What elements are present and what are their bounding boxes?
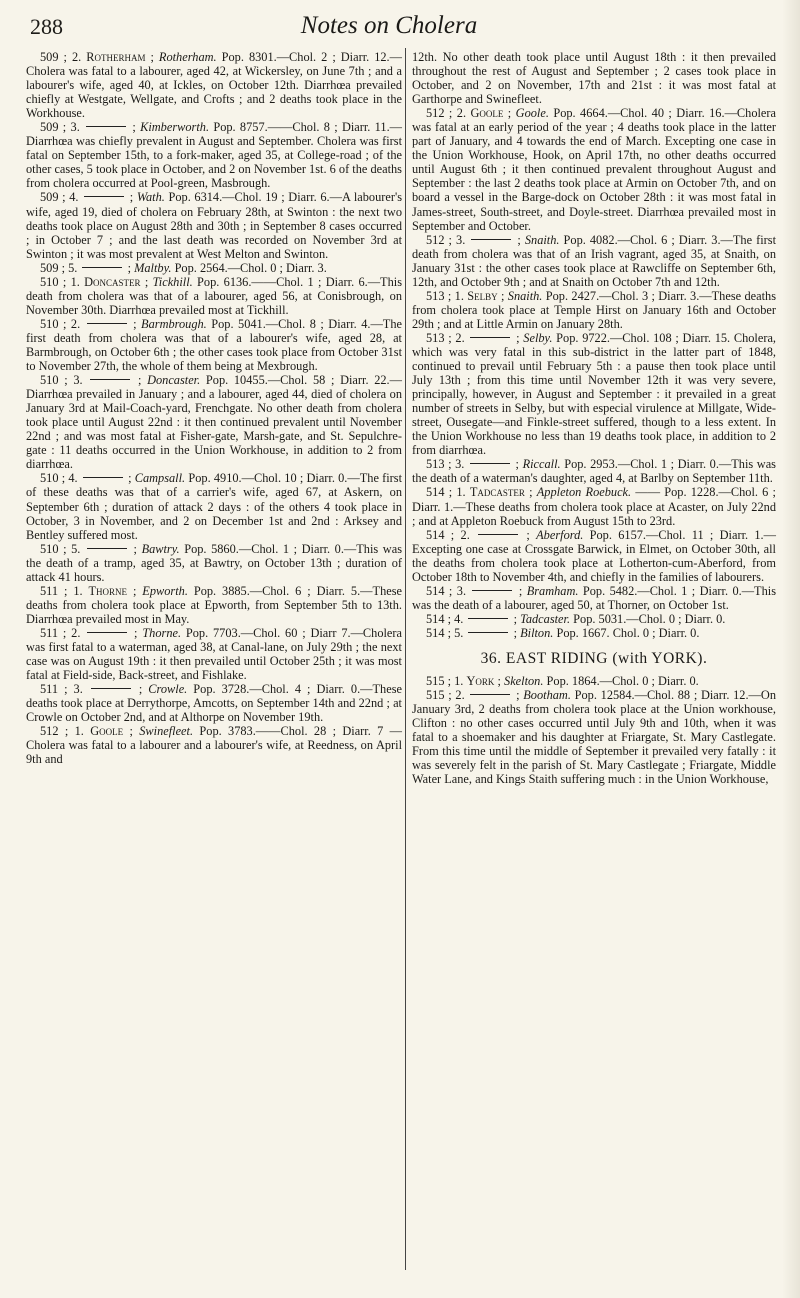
register-entry: 510 ; 2. ; Barmbrough. Pop. 5041.—Chol. 8 ; Diarr. 4.—The first death from cholera was that of a labourer's wife, aged 28, at Barmbrough, on October 6th ; the other cases took place from October 31st to November 27th, the whole of them being at Mexbrough. xyxy=(26,316,402,374)
entry-sub-district: Barmbrough. xyxy=(141,316,207,331)
entry-text: Pop. 5860.—Chol. 1 ; Diarr. 0.—This was the death of a tramp, aged 35, at Bawtry, on October 13th ; duration of attack 41 hours. xyxy=(26,541,402,584)
entry-sub-number: 5. xyxy=(71,541,81,556)
entry-sub-district: Tadcaster. xyxy=(520,611,571,626)
page-number: 288 xyxy=(30,14,63,39)
entry-sub-number: 5. xyxy=(68,260,78,275)
entry-sub-number: 1. xyxy=(74,724,84,739)
entry-sub-number: 3. xyxy=(73,373,83,388)
entry-text: Pop. 2953.—Chol. 1 ; Diarr. 0.—This was the death of a waterman's daughter, aged 4, at Barlby on September 11th. xyxy=(412,457,776,486)
ditto-dash xyxy=(87,323,127,324)
entry-number: 509 xyxy=(40,120,59,135)
entry-sub-district: Campsall. xyxy=(134,471,186,486)
entry-sub-district: Snaith. xyxy=(524,232,560,247)
entry-text: Pop. 4082.—Chol. 6 ; Diarr. 3.—The first death from cholera was that of an Irish vagrant, aged 35, at Snaith, on January 31st : the other cases took place at Rawcliffe on September 6th, 12th, and October 9th ; and at Snaith on October 7th and 12th. xyxy=(412,232,777,289)
entry-district-name: Rotherham xyxy=(86,50,146,64)
entry-sub-district: Epworth. xyxy=(142,583,188,598)
entry-number: 510 xyxy=(40,316,59,331)
ditto-dash xyxy=(87,548,127,549)
section-heading: 36. EAST RIDING (with YORK). xyxy=(480,649,708,667)
entry-number: 511 xyxy=(40,682,59,697)
entry-sub-district: Swinefleet. xyxy=(139,724,194,739)
entry-number: 514 xyxy=(426,611,445,626)
entry-sub-number: 2. xyxy=(460,527,470,542)
entry-district-name: Goole xyxy=(90,724,124,739)
register-entry: 511 ; 3. ; Crowle. Pop. 3728.—Chol. 4 ; Diarr. 0.—These deaths took place at Derrythorpe, Amcotts, on September 14th and 22nd ; at Crowle on October 2nd, and at Althorpe on November 19th. xyxy=(26,682,402,725)
register-entry: 510 ; 3. ; Doncaster. Pop. 10455.—Chol. 58 ; Diarr. 22.—Diarrhœa prevailed in January ; and a labourer, aged 44, died of cholera on January 3rd at Mail-Coach-yard, Frenchgate. No other death from cholera took place until August 22nd : it then continued prevalent until November 22nd ; and was most fatal at Fisher-gate, Marsh-gate, and St. Sepulchre-gate : 11 deaths occurred in the Union Workhouse, in addition to 2 from diarrhœa. xyxy=(26,373,402,472)
entry-text: Pop. 6314.—Chol. 19 ; Diarr. 6.—A labourer's wife, aged 19, died of cholera on February 28th, at Swinton : the next two deaths took place on August 28th and 30th ; in September 8 cases occurred ; in October 7 ; and the last death was recorded on November 3rd at Swinton ; it was most prevalent at West Melton and Swinton. xyxy=(26,190,402,261)
entry-sub-number: 4. xyxy=(68,471,78,486)
entry-number: 514 xyxy=(426,485,445,500)
entry-sub-district: Riccall. xyxy=(522,457,561,472)
entry-text: Pop. 8301.—Chol. 2 ; Diarr. 12.—Cholera was fatal to a labourer, aged 42, at Wickersley, on June 7th ; and a labourer's wife, aged 40, at Ickles, on October 12th. Diarrhœa prevailed chiefly at Westgate, Wellgate, and Crofts ; and 2 deaths took place in the Workhouse. xyxy=(26,50,402,121)
entry-sub-number: 1. xyxy=(70,274,80,289)
entry-number: 510 xyxy=(40,274,59,289)
entry-number: 515 xyxy=(426,688,445,703)
entry-text: Pop. 6136.——Chol. 1 ; Diarr. 6.—This death from cholera was that of a labourer, aged 56, at Conisbrough, on November 30th. Diarrhœa prevailed most at Tickhill. xyxy=(26,274,403,317)
entry-district-name: York xyxy=(466,674,495,689)
entry-sub-number: 4. xyxy=(69,190,79,205)
entry-district-name: Tadcaster xyxy=(469,485,525,500)
entry-sub-number: 3. xyxy=(70,120,80,135)
entry-text: Pop. 2427.—Chol. 3 ; Diarr. 3.—These deaths from cholera took place at Temple Hirst on January 16th and October 29th ; and at Little Armin on January 28th. xyxy=(412,288,776,331)
entry-text: Pop. 1667. Chol. 0 ; Diarr. 0. xyxy=(556,625,700,640)
entry-sub-district: Skelton. xyxy=(504,674,544,689)
entry-text: Pop. 5031.—Chol. 0 ; Diarr. 0. xyxy=(573,611,726,626)
register-entry: 510 ; 4. ; Campsall. Pop. 4910.—Chol. 10 ; Diarr. 0.—The first of these deaths was that of a carrier's wife, aged 67, at Askern, on September 6th ; duration of attack 2 days : of the others 4 took place in October, 3 in November, and 2 on December 1st and 2nd : Arksey and Bentley suffered most. xyxy=(26,471,403,542)
register-entry: 510 ; 5. ; Bawtry. Pop. 5860.—Chol. 1 ; Diarr. 0.—This was the death of a tramp, aged 35, at Bawtry, on October 13th ; duration of attack 41 hours. xyxy=(26,541,402,584)
entry-number: 513 xyxy=(426,288,445,303)
left-column xyxy=(26,50,402,766)
entry-sub-district: Wath. xyxy=(136,190,165,205)
entry-number: 511 xyxy=(40,583,59,598)
register-entry: 513 ; 1. Selby ; Snaith. Pop. 2427.—Chol. 3 ; Diarr. 3.—These deaths from cholera took place at Temple Hirst on January 16th and October 29th ; and at Little Armin on January 28th. xyxy=(412,288,776,331)
register-entry: 514 ; 2. ; Aberford. Pop. 6157.—Chol. 11 ; Diarr. 1.—Excepting one case at Crossgate Barwick, in Elmet, on October 30th, all the deaths from cholera took place at Lotherton-cum-Aberford, from October 18th to November 4th, and chiefly in the families of labourers. xyxy=(412,527,776,584)
right-entries xyxy=(412,106,776,640)
entry-sub-district: Selby. xyxy=(523,330,553,345)
ditto-dash xyxy=(470,337,510,338)
ditto-dash xyxy=(86,126,126,127)
entry-sub-district: Kimberworth. xyxy=(140,120,210,135)
register-entry: 512 ; 1. Goole ; Swinefleet. Pop. 3783.——Chol. 28 ; Diarr. 7 —Cholera was fatal to a labourer and a labourer's wife, at Reedness, on April 9th and xyxy=(26,724,402,767)
entry-text: Pop. 4910.—Chol. 10 ; Diarr. 0.—The first of these deaths was that of a carrier's wife, aged 67, at Askern, on September 6th ; duration of attack 2 days : of the others 4 took place in October, 3 in November, and 2 on December 1st and 2nd : Arksey and Bentley suffered most. xyxy=(26,471,403,542)
ditto-dash xyxy=(471,239,511,240)
entry-sub-number: 1. xyxy=(73,583,83,598)
column-rule xyxy=(405,48,406,1270)
register-entry: 513 ; 3. ; Riccall. Pop. 2953.—Chol. 1 ; Diarr. 0.—This was the death of a waterman's daughter, aged 4, at Barlby on September 11th. xyxy=(412,457,776,486)
entry-sub-district: Goole. xyxy=(515,106,549,121)
entry-sub-number: 1. xyxy=(454,288,464,303)
entry-sub-district: Snaith. xyxy=(507,288,543,303)
ditto-dash xyxy=(470,463,510,464)
entry-sub-number: 4. xyxy=(454,611,464,626)
entry-number: 510 xyxy=(40,471,59,486)
entry-district-name: Doncaster xyxy=(84,274,141,289)
ditto-dash xyxy=(83,477,123,478)
entry-number: 509 xyxy=(40,260,59,275)
entry-sub-number: 1. xyxy=(456,485,466,500)
entry-text: Pop. 2564.—Chol. 0 ; Diarr. 3. xyxy=(174,260,327,275)
running-title: Notes on Cholera xyxy=(300,12,478,39)
register-entry: 511 ; 2. ; Thorne. Pop. 7703.—Chol. 60 ; Diarr 7.—Cholera was first fatal to a waterman, aged 38, at Canal-lane, on July 29th ; the next case was on August 19th : it then prevailed until October 25th ; it was most fatal at Field-side, Back-street, and Fishlake. xyxy=(26,625,402,683)
register-entry: 515 ; 2. ; Bootham. Pop. 12584.—Chol. 88 ; Diarr. 12.—On January 3rd, 2 deaths from cholera took place at the Union workhouse, Clifton : no other cases occurred until July 9th and 10th, when it was fatal to a shoemaker and his daughter at Friargate, St. Mary Castlegate. From this time until the middle of September it prevailed very fatally : it was severely felt in the parish of St. Mary Castlegate ; Friargate, Middle Water Lane, and Kings Staith suffering much : in the Union Workhouse, xyxy=(412,688,776,787)
entry-sub-district: Aberford. xyxy=(536,527,584,542)
entry-sub-number: 2. xyxy=(71,625,81,640)
entry-text: Pop. 6157.—Chol. 11 ; Diarr. 1.—Excepting one case at Crossgate Barwick, in Elmet, on October 30th, all the deaths from cholera took place at Lotherton-cum-Aberford, from October 18th to November 4th, and chiefly in the families of labourers. xyxy=(412,527,776,584)
ditto-dash xyxy=(468,632,508,633)
entry-text: Pop. 8757.——Chol. 8 ; Diarr. 11.—Diarrhœa was chiefly prevalent in August and September. Cholera was first fatal on September 15th, to a fork-maker, aged 35, at College-road ; of the other cases, 5 took place in October, and 2 on November 1st. 6 of the deaths from cholera occurred at Pool-green, Masbrough. xyxy=(26,120,402,191)
ditto-dash xyxy=(468,618,508,619)
register-entry: 511 ; 1. Thorne ; Epworth. Pop. 3885.—Chol. 6 ; Diarr. 5.—These deaths from cholera took place at Epworth, from September 5th to 13th. Diarrhœa prevailed most in May. xyxy=(26,583,402,626)
entry-district-name: Thorne xyxy=(88,583,128,598)
entry-number: 514 xyxy=(426,583,445,598)
entry-sub-district: Tickhill. xyxy=(152,274,193,289)
continuation-paragraph: 12th. No other death took place until August 18th : it then prevailed throughout the rest of August and September ; 2 cases took place in October, and 2 on November, 17th and 21st : it was most fatal at Garthorpe and Swinefleet. xyxy=(412,50,776,107)
entry-number: 512 xyxy=(40,724,59,739)
running-header xyxy=(30,12,748,42)
entry-number: 514 xyxy=(426,527,445,542)
register-entry: 513 ; 2. ; Selby. Pop. 9722.—Chol. 108 ; Diarr. 15. Cholera, which was very fatal in this sub-district in the latter part of 1848, continued to prevail until February 5th : a pause then took place until July 13th ; from this time until November 12th it was very severe, principally, however, in August and September : it prevailed in a great number of streets in Selby, but with especial virulence at Millgate, Wide-street, Ousegate—and Finkle-street suffered, though to a less extent. In the Union Workhouse no less than 19 deaths took place, in addition to 2 from diarrhœa. xyxy=(412,330,777,458)
ditto-dash xyxy=(470,694,510,695)
register-entry: 514 ; 4. ; Tadcaster. Pop. 5031.—Chol. 0 ; Diarr. 0. xyxy=(426,611,726,626)
entry-sub-number: 3. xyxy=(455,457,465,472)
entry-sub-number: 2. xyxy=(456,106,467,121)
entry-district-name: Goole xyxy=(470,106,504,121)
entry-sub-number: 2. xyxy=(70,316,81,331)
entry-number: 514 xyxy=(426,625,445,640)
entry-number: 509 xyxy=(40,190,59,205)
entry-text: Pop. 3728.—Chol. 4 ; Diarr. 0.—These deaths took place at Derrythorpe, Amcotts, on September 14th and 22nd ; at Crowle on October 2nd, and at Althorpe on November 19th. xyxy=(26,682,402,725)
entry-sub-number: 1. xyxy=(454,674,464,689)
entry-number: 512 xyxy=(426,232,445,247)
ditto-dash xyxy=(91,688,131,689)
register-entry: 515 ; 1. York ; Skelton. Pop. 1864.—Chol. 0 ; Diarr. 0. xyxy=(426,674,699,689)
entry-sub-number: 3. xyxy=(456,232,466,247)
entry-sub-number: 5. xyxy=(454,625,464,640)
entry-sub-number: 2. xyxy=(71,50,82,64)
right-column xyxy=(412,50,776,786)
register-entry: 509 ; 2. Rotherham ; Rotherham. Pop. 8301.—Chol. 2 ; Diarr. 12.—Cholera was fatal to a labourer, aged 42, at Wickersley, on June 7th ; and a labourer's wife, aged 40, at Ickles, on October 12th. Diarrhœa prevailed chiefly at Westgate, Wellgate, and Crofts ; and 2 deaths took place in the Workhouse. xyxy=(26,50,402,121)
entry-text: Pop. 10455.—Chol. 58 ; Diarr. 22.—Diarrhœa prevailed in January ; and a labourer, aged 44, died of cholera on January 3rd at Mail-Coach-yard, Frenchgate. No other death from cholera took place until August 22nd : it then continued prevalent until November 22nd ; and was most fatal at Fisher-gate, Marsh-gate, and St. Sepulchre-gate : 11 deaths occurred in the Union Workhouse, in addition to 2 from diarrhœa. xyxy=(26,373,402,472)
entry-sub-district: Bawtry. xyxy=(141,541,180,556)
page-edge-shadow xyxy=(782,0,800,1298)
ditto-dash xyxy=(472,590,512,591)
ditto-dash xyxy=(82,267,122,268)
register-entry: 509 ; 5. ; Maltby. Pop. 2564.—Chol. 0 ; Diarr. 3. xyxy=(40,260,327,275)
entry-text: Pop. 9722.—Chol. 108 ; Diarr. 15. Cholera, which was very fatal in this sub-district in the latter part of 1848, continued to prevail until February 5th : a pause then took place until July 13th ; from this time until November 12th it was very severe, principally, however, in August and September : it prevailed in a great number of streets in Selby, but with especial virulence at Millgate, Wide-street, Ousegate—and Finkle-street suffered, though to a less extent. In the Union Workhouse no less than 19 deaths took place, in addition to 2 from diarrhœa. xyxy=(412,330,777,458)
entry-text: Pop. 1864.—Chol. 0 ; Diarr. 0. xyxy=(546,674,699,689)
ditto-dash xyxy=(478,534,518,535)
entry-sub-district: Maltby. xyxy=(134,260,172,275)
entry-text: —— Pop. 1228.—Chol. 6 ; Diarr. 1.—These deaths from cholera took place at Acaster, on July 22nd ; and at Appleton Roebuck from August 15th to 23rd. xyxy=(412,485,776,528)
right-entries-after xyxy=(412,674,776,786)
register-entry: 512 ; 2. Goole ; Goole. Pop. 4664.—Chol. 40 ; Diarr. 16.—Cholera was fatal at an early period of the year ; 4 deaths took place in the latter part of January, and 4 towards the end of March. Excepting one case in the Union Workhouse, Hook, on April 17th, no other deaths occurred until August 6th ; it then continued prevalent throughout August and September : the last 2 deaths took place at Armin on October 7th, and on board a vessel in the Barge-dock on October 28th : it was most fatal in James-street, South-street, and Doyle-street. Diarrhœa prevailed most in September and October. xyxy=(412,106,776,233)
ditto-dash xyxy=(87,632,127,633)
entry-number: 512 xyxy=(426,106,445,121)
entry-sub-district: Rotherham. xyxy=(158,50,217,64)
ditto-dash xyxy=(84,196,124,197)
register-entry: 509 ; 3. ; Kimberworth. Pop. 8757.——Chol. 8 ; Diarr. 11.—Diarrhœa was chiefly prevalent in August and September. Cholera was first fatal on September 15th, to a fork-maker, aged 35, at College-road ; of the other cases, 5 took place in October, and 2 on November 1st. 6 of the deaths from cholera occurred at Pool-green, Masbrough. xyxy=(26,120,402,191)
entry-sub-district: Thorne. xyxy=(142,625,182,640)
register-entry: 512 ; 3. ; Snaith. Pop. 4082.—Chol. 6 ; Diarr. 3.—The first death from cholera was that of an Irish vagrant, aged 35, at Snaith, on January 31st : the other cases took place at Rawcliffe on September 6th, 12th, and October 9th ; and at Snaith on October 7th and 12th. xyxy=(412,232,777,289)
entry-text: Pop. 12584.—Chol. 88 ; Diarr. 12.—On January 3rd, 2 deaths from cholera took place at the Union workhouse, Clifton : no other cases occurred until July 9th and 10th, when it was fatal to a shoemaker and his daughter at Friargate, St. Mary Castlegate. From this time until the middle of September it prevailed very fatally : it was severely felt in the parish of St. Mary Castlegate ; Friargate, Middle Water Lane, and Kings Staith suffering much : in the Union Workhouse, xyxy=(412,688,776,787)
register-entry: 510 ; 1. Doncaster ; Tickhill. Pop. 6136.——Chol. 1 ; Diarr. 6.—This death from cholera was that of a labourer, aged 56, at Conisbrough, on November 30th. Diarrhœa prevailed most at Tickhill. xyxy=(26,274,403,317)
entry-sub-number: 3. xyxy=(73,682,83,697)
entry-number: 510 xyxy=(40,373,59,388)
entry-sub-number: 2. xyxy=(455,688,465,703)
entry-number: 510 xyxy=(40,541,59,556)
entry-number: 513 xyxy=(426,330,445,345)
register-entry: 514 ; 5. ; Bilton. Pop. 1667. Chol. 0 ; Diarr. 0. xyxy=(426,625,700,640)
entry-sub-district: Appleton Roebuck. xyxy=(536,485,632,500)
entry-text: Pop. 5482.—Chol. 1 ; Diarr. 0.—This was the death of a labourer, aged 50, at Thorner, on October 1st. xyxy=(412,583,776,612)
entry-number: 513 xyxy=(426,457,445,472)
entry-text: Pop. 3783.——Chol. 28 ; Diarr. 7 —Cholera was fatal to a labourer and a labourer's wife, at Reedness, on April 9th and xyxy=(26,724,402,767)
entry-sub-number: 3. xyxy=(456,583,467,598)
register-entry: 509 ; 4. ; Wath. Pop. 6314.—Chol. 19 ; Diarr. 6.—A labourer's wife, aged 19, died of cholera on February 28th, at Swinton : the next two deaths took place on August 28th and 30th ; in September 8 cases occurred ; in October 7 ; and the last death was recorded on November 3rd at Swinton ; it was most prevalent at West Melton and Swinton. xyxy=(26,190,402,261)
entry-text: Pop. 4664.—Chol. 40 ; Diarr. 16.—Cholera was fatal at an early period of the year ; 4 deaths took place in the latter part of January, and 4 towards the end of March. Excepting one case in the Union Workhouse, Hook, on April 17th, no other deaths occurred until August 6th ; it then continued prevalent throughout August and September : the last 2 deaths took place at Armin on October 7th, and on board a vessel in the Barge-dock on October 28th : it was most fatal in James-street, South-street, and Doyle-street. Diarrhœa prevailed most in September and October. xyxy=(412,106,776,233)
entry-text: Pop. 3885.—Chol. 6 ; Diarr. 5.—These deaths from cholera took place at Epworth, from September 5th to 13th. Diarrhœa prevailed most in May. xyxy=(26,583,402,626)
entry-sub-district: Bramham. xyxy=(526,583,579,598)
entry-number: 509 xyxy=(40,50,59,64)
entry-number: 511 xyxy=(40,625,59,640)
register-entry: 514 ; 1. Tadcaster ; Appleton Roebuck. —— Pop. 1228.—Chol. 6 ; Diarr. 1.—These deaths from cholera took place at Acaster, on July 22nd ; and at Appleton Roebuck from August 15th to 23rd. xyxy=(412,485,776,528)
entry-sub-number: 2. xyxy=(455,330,465,345)
entry-number: 515 xyxy=(426,674,445,689)
register-entry: 514 ; 3. ; Bramham. Pop. 5482.—Chol. 1 ; Diarr. 0.—This was the death of a labourer, aged 50, at Thorner, on October 1st. xyxy=(412,583,776,612)
entry-sub-district: Bootham. xyxy=(523,688,571,703)
entry-sub-district: Doncaster. xyxy=(147,373,201,388)
entry-district-name: Selby xyxy=(467,288,498,303)
entry-text: Pop. 5041.—Chol. 8 ; Diarr. 4.—The first death from cholera was that of a labourer's wife, aged 28, at Barmbrough, on October 6th ; the other cases took place from October 31st to November 27th, the whole of them being at Mexbrough. xyxy=(26,316,402,374)
entry-sub-district: Bilton. xyxy=(520,625,554,640)
ditto-dash xyxy=(90,379,130,380)
entry-sub-district: Crowle. xyxy=(148,682,188,697)
entry-text: Pop. 7703.—Chol. 60 ; Diarr 7.—Cholera was first fatal to a waterman, aged 38, at Canal-lane, on July 29th ; the next case was on August 19th : it then prevailed until October 25th ; it was most fatal at Field-side, Back-street, and Fishlake. xyxy=(26,625,402,683)
